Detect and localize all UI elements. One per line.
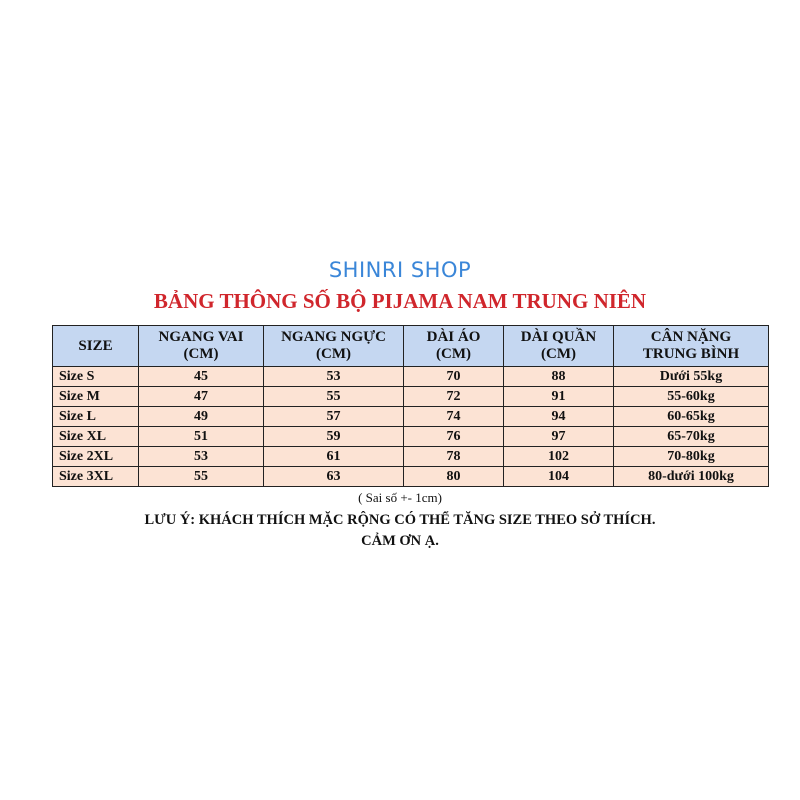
table-row	[53, 387, 769, 407]
table-row	[53, 407, 769, 427]
size-cell: Size L	[53, 407, 139, 427]
size-table	[52, 325, 769, 487]
can-nang-cell: Dưới 55kg	[614, 367, 769, 387]
can-nang-cell: 55-60kg	[614, 387, 769, 407]
ngang-nguc-cell: 59	[264, 427, 404, 447]
dai-ao-cell: 74	[404, 407, 504, 427]
header-ngang-vai	[139, 326, 264, 367]
table-row	[53, 447, 769, 467]
header-dai-ao-line: (CM)	[436, 346, 471, 362]
dai-ao-cell: 76	[404, 427, 504, 447]
header-ngang-nguc-line: NGANG NGỰC	[281, 329, 386, 345]
can-nang-cell: 65-70kg	[614, 427, 769, 447]
header-can-nang	[614, 326, 769, 367]
header-size	[53, 326, 139, 367]
dai-quan-cell: 88	[504, 367, 614, 387]
table-row	[53, 467, 769, 487]
can-nang-cell: 80-dưới 100kg	[614, 467, 769, 487]
dai-ao-cell: 72	[404, 387, 504, 407]
ngang-nguc-cell: 63	[264, 467, 404, 487]
tolerance-note: ( Sai số +- 1cm)	[358, 490, 442, 505]
thanks-text: CẢM ƠN Ạ.	[361, 533, 439, 549]
shop-name: SHINRI SHOP	[328, 258, 472, 282]
header-ngang-nguc-line: (CM)	[316, 346, 351, 362]
dai-quan-cell: 102	[504, 447, 614, 467]
ngang-nguc-cell: 55	[264, 387, 404, 407]
ngang-vai-cell: 51	[139, 427, 264, 447]
ngang-nguc-cell: 61	[264, 447, 404, 467]
ngang-nguc-cell: 57	[264, 407, 404, 427]
page-title: BẢNG THÔNG SỐ BỘ PIJAMA NAM TRUNG NIÊN	[153, 289, 647, 313]
table-body	[53, 367, 769, 487]
can-nang-cell: 70-80kg	[614, 447, 769, 467]
dai-ao-cell: 80	[404, 467, 504, 487]
dai-quan-cell: 91	[504, 387, 614, 407]
size-cell: Size M	[53, 387, 139, 407]
ngang-vai-cell: 47	[139, 387, 264, 407]
header-dai-ao-line: DÀI ÁO	[426, 329, 481, 345]
dai-ao-cell: 70	[404, 367, 504, 387]
ngang-nguc-cell: 53	[264, 367, 404, 387]
ngang-vai-cell: 53	[139, 447, 264, 467]
header-dai-quan	[504, 326, 614, 367]
sizing-note: LƯU Ý: KHÁCH THÍCH MẶC RỘNG CÓ THỂ TĂNG SIZE THEO SỞ THÍCH.	[144, 512, 656, 528]
table-row	[53, 427, 769, 447]
table-header-row	[53, 326, 769, 367]
header-dai-ao	[404, 326, 504, 367]
dai-quan-cell: 104	[504, 467, 614, 487]
size-cell: Size XL	[53, 427, 139, 447]
header-ngang-vai-line: NGANG VAI	[158, 329, 244, 345]
ngang-vai-cell: 55	[139, 467, 264, 487]
can-nang-cell: 60-65kg	[614, 407, 769, 427]
size-cell: Size 2XL	[53, 447, 139, 467]
header-dai-quan-line: (CM)	[541, 346, 576, 362]
dai-ao-cell: 78	[404, 447, 504, 467]
header-ngang-vai-line: (CM)	[183, 346, 219, 362]
dai-quan-cell: 97	[504, 427, 614, 447]
size-cell: Size 3XL	[53, 467, 139, 487]
ngang-vai-cell: 49	[139, 407, 264, 427]
ngang-vai-cell: 45	[139, 367, 264, 387]
header-dai-quan-line: DÀI QUẦN	[520, 329, 597, 345]
header-size-line: SIZE	[78, 337, 113, 354]
header-can-nang-line: CÂN NẶNG	[650, 329, 732, 345]
header-can-nang-line: TRUNG BÌNH	[642, 346, 740, 362]
dai-quan-cell: 94	[504, 407, 614, 427]
header-ngang-nguc	[264, 326, 404, 367]
table-row	[53, 367, 769, 387]
size-cell: Size S	[53, 367, 139, 387]
